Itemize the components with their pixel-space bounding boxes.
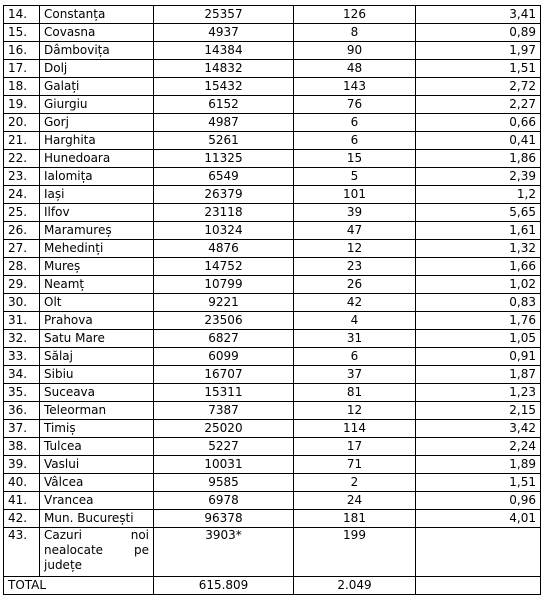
table-row-total bbox=[4, 577, 541, 595]
table-row bbox=[4, 240, 541, 258]
cases-cell: 96378 bbox=[154, 510, 294, 528]
county-name-cell: Olt bbox=[40, 294, 154, 312]
rate-cell: 3,41 bbox=[416, 6, 541, 24]
table-row bbox=[4, 312, 541, 330]
cases-cell: 6978 bbox=[154, 492, 294, 510]
rate-cell: 1,87 bbox=[416, 366, 541, 384]
new-cases-cell: 76 bbox=[294, 96, 416, 114]
cases-cell: 23506 bbox=[154, 312, 294, 330]
cases-cell: 23118 bbox=[154, 204, 294, 222]
rate-cell: 2,24 bbox=[416, 438, 541, 456]
county-name-cell: Iași bbox=[40, 186, 154, 204]
new-cases-cell: 143 bbox=[294, 78, 416, 96]
rate-cell: 0,66 bbox=[416, 114, 541, 132]
row-number: 14. bbox=[4, 6, 40, 24]
unallocated-label-word: noi bbox=[130, 528, 149, 542]
rate-cell: 1,02 bbox=[416, 276, 541, 294]
new-cases-cell: 90 bbox=[294, 42, 416, 60]
county-name-cell: Mureș bbox=[40, 258, 154, 276]
row-number: 29. bbox=[4, 276, 40, 294]
row-number: 32. bbox=[4, 330, 40, 348]
table-row bbox=[4, 6, 541, 24]
row-number: 37. bbox=[4, 420, 40, 438]
row-number: 41. bbox=[4, 492, 40, 510]
cases-cell: 15311 bbox=[154, 384, 294, 402]
rate-cell: 2,15 bbox=[416, 402, 541, 420]
rate-cell: 0,96 bbox=[416, 492, 541, 510]
cases-cell: 9221 bbox=[154, 294, 294, 312]
table-row bbox=[4, 78, 541, 96]
new-cases-cell: 6 bbox=[294, 114, 416, 132]
row-number: 43. bbox=[4, 528, 40, 577]
rate-cell: 1,51 bbox=[416, 60, 541, 78]
table-row bbox=[4, 186, 541, 204]
new-cases-cell: 48 bbox=[294, 60, 416, 78]
cases-cell: 3903* bbox=[154, 528, 294, 577]
cases-cell: 16707 bbox=[154, 366, 294, 384]
total-label: TOTAL bbox=[4, 577, 154, 595]
county-name-cell: Constanța bbox=[40, 6, 154, 24]
new-cases-cell: 2 bbox=[294, 474, 416, 492]
new-cases-cell: 37 bbox=[294, 366, 416, 384]
cases-cell: 10031 bbox=[154, 456, 294, 474]
new-cases-cell: 47 bbox=[294, 222, 416, 240]
rate-cell: 1,76 bbox=[416, 312, 541, 330]
county-name-cell: Galați bbox=[40, 78, 154, 96]
county-name-cell: Gorj bbox=[40, 114, 154, 132]
cases-cell: 9585 bbox=[154, 474, 294, 492]
new-cases-cell: 15 bbox=[294, 150, 416, 168]
row-number: 27. bbox=[4, 240, 40, 258]
row-number: 38. bbox=[4, 438, 40, 456]
row-number: 31. bbox=[4, 312, 40, 330]
new-cases-cell: 6 bbox=[294, 132, 416, 150]
unallocated-label-word: nealocate bbox=[44, 543, 104, 557]
new-cases-cell: 12 bbox=[294, 240, 416, 258]
rate-cell: 1,61 bbox=[416, 222, 541, 240]
county-name-cell: Mehedinți bbox=[40, 240, 154, 258]
county-name-cell: Tulcea bbox=[40, 438, 154, 456]
new-cases-cell: 42 bbox=[294, 294, 416, 312]
new-cases-cell: 39 bbox=[294, 204, 416, 222]
table-row bbox=[4, 96, 541, 114]
cases-cell: 26379 bbox=[154, 186, 294, 204]
table-row bbox=[4, 474, 541, 492]
rate-cell: 1,2 bbox=[416, 186, 541, 204]
rate-cell: 1,05 bbox=[416, 330, 541, 348]
new-cases-cell: 4 bbox=[294, 312, 416, 330]
table-row bbox=[4, 24, 541, 42]
county-name-cell: Maramureș bbox=[40, 222, 154, 240]
new-cases-cell: 101 bbox=[294, 186, 416, 204]
rate-cell: 1,66 bbox=[416, 258, 541, 276]
table-row bbox=[4, 348, 541, 366]
unallocated-label-word: județe bbox=[44, 558, 83, 572]
table-row bbox=[4, 168, 541, 186]
county-name-cell: Dâmbovița bbox=[40, 42, 154, 60]
row-number: 25. bbox=[4, 204, 40, 222]
rate-cell: 1,97 bbox=[416, 42, 541, 60]
rate-cell: 0,91 bbox=[416, 348, 541, 366]
row-number: 22. bbox=[4, 150, 40, 168]
table-row bbox=[4, 384, 541, 402]
rate-cell bbox=[416, 528, 541, 577]
rate-cell: 0,89 bbox=[416, 24, 541, 42]
new-cases-cell: 5 bbox=[294, 168, 416, 186]
unallocated-label-word: pe bbox=[134, 543, 149, 557]
table-row bbox=[4, 294, 541, 312]
cases-cell: 25357 bbox=[154, 6, 294, 24]
table-row bbox=[4, 222, 541, 240]
cases-cell: 15432 bbox=[154, 78, 294, 96]
county-name-cell: Vrancea bbox=[40, 492, 154, 510]
rate-cell: 1,86 bbox=[416, 150, 541, 168]
cases-cell: 4876 bbox=[154, 240, 294, 258]
cases-cell: 10324 bbox=[154, 222, 294, 240]
table-row bbox=[4, 402, 541, 420]
table-row bbox=[4, 114, 541, 132]
cases-cell: 6099 bbox=[154, 348, 294, 366]
cases-cell: 25020 bbox=[154, 420, 294, 438]
cases-cell: 14384 bbox=[154, 42, 294, 60]
row-number: 24. bbox=[4, 186, 40, 204]
total-rate-cell bbox=[416, 577, 541, 595]
table-row bbox=[4, 366, 541, 384]
unallocated-label bbox=[40, 528, 154, 577]
row-number: 35. bbox=[4, 384, 40, 402]
table-row bbox=[4, 132, 541, 150]
new-cases-cell: 181 bbox=[294, 510, 416, 528]
county-name-cell: Neamț bbox=[40, 276, 154, 294]
cases-cell: 6152 bbox=[154, 96, 294, 114]
county-name-cell: Satu Mare bbox=[40, 330, 154, 348]
row-number: 39. bbox=[4, 456, 40, 474]
row-number: 20. bbox=[4, 114, 40, 132]
unallocated-label-word: Cazuri bbox=[44, 528, 82, 542]
county-cases-table bbox=[3, 5, 541, 595]
rate-cell: 0,41 bbox=[416, 132, 541, 150]
county-name-cell: Giurgiu bbox=[40, 96, 154, 114]
rate-cell: 2,27 bbox=[416, 96, 541, 114]
rate-cell: 1,51 bbox=[416, 474, 541, 492]
table-body bbox=[4, 6, 541, 528]
cases-cell: 5261 bbox=[154, 132, 294, 150]
county-name-cell: Suceava bbox=[40, 384, 154, 402]
county-name-cell: Ialomița bbox=[40, 168, 154, 186]
rate-cell: 1,89 bbox=[416, 456, 541, 474]
table-row bbox=[4, 492, 541, 510]
row-number: 33. bbox=[4, 348, 40, 366]
cases-cell: 4937 bbox=[154, 24, 294, 42]
row-number: 28. bbox=[4, 258, 40, 276]
rate-cell: 1,23 bbox=[416, 384, 541, 402]
new-cases-cell: 12 bbox=[294, 402, 416, 420]
county-name-cell: Mun. București bbox=[40, 510, 154, 528]
new-cases-cell: 23 bbox=[294, 258, 416, 276]
cases-cell: 10799 bbox=[154, 276, 294, 294]
rate-cell: 1,32 bbox=[416, 240, 541, 258]
total-cases-cell: 615.809 bbox=[154, 577, 294, 595]
new-cases-cell: 8 bbox=[294, 24, 416, 42]
rate-cell: 4,01 bbox=[416, 510, 541, 528]
county-name-cell: Prahova bbox=[40, 312, 154, 330]
rate-cell: 2,39 bbox=[416, 168, 541, 186]
county-name-cell: Sibiu bbox=[40, 366, 154, 384]
new-cases-cell: 81 bbox=[294, 384, 416, 402]
table-row-unallocated bbox=[4, 528, 541, 577]
new-cases-cell: 114 bbox=[294, 420, 416, 438]
table-row bbox=[4, 438, 541, 456]
row-number: 21. bbox=[4, 132, 40, 150]
row-number: 26. bbox=[4, 222, 40, 240]
cases-cell: 5227 bbox=[154, 438, 294, 456]
county-name-cell: Sălaj bbox=[40, 348, 154, 366]
new-cases-cell: 31 bbox=[294, 330, 416, 348]
rate-cell: 5,65 bbox=[416, 204, 541, 222]
rate-cell: 0,83 bbox=[416, 294, 541, 312]
row-number: 17. bbox=[4, 60, 40, 78]
new-cases-cell: 26 bbox=[294, 276, 416, 294]
cases-cell: 14832 bbox=[154, 60, 294, 78]
cases-cell: 11325 bbox=[154, 150, 294, 168]
county-name-cell: Ilfov bbox=[40, 204, 154, 222]
row-number: 15. bbox=[4, 24, 40, 42]
cases-cell: 6827 bbox=[154, 330, 294, 348]
cases-cell: 7387 bbox=[154, 402, 294, 420]
new-cases-cell: 24 bbox=[294, 492, 416, 510]
row-number: 36. bbox=[4, 402, 40, 420]
cases-cell: 4987 bbox=[154, 114, 294, 132]
rate-cell: 3,42 bbox=[416, 420, 541, 438]
county-name-cell: Vaslui bbox=[40, 456, 154, 474]
county-name-cell: Hunedoara bbox=[40, 150, 154, 168]
total-new-cases-cell: 2.049 bbox=[294, 577, 416, 595]
row-number: 16. bbox=[4, 42, 40, 60]
row-number: 42. bbox=[4, 510, 40, 528]
new-cases-cell: 6 bbox=[294, 348, 416, 366]
new-cases-cell: 71 bbox=[294, 456, 416, 474]
county-name-cell: Vâlcea bbox=[40, 474, 154, 492]
row-number: 18. bbox=[4, 78, 40, 96]
new-cases-cell: 126 bbox=[294, 6, 416, 24]
table-row bbox=[4, 42, 541, 60]
table-row bbox=[4, 456, 541, 474]
table-row bbox=[4, 204, 541, 222]
county-name-cell: Dolj bbox=[40, 60, 154, 78]
new-cases-cell: 17 bbox=[294, 438, 416, 456]
new-cases-cell: 199 bbox=[294, 528, 416, 577]
table-row bbox=[4, 510, 541, 528]
county-name-cell: Covasna bbox=[40, 24, 154, 42]
row-number: 34. bbox=[4, 366, 40, 384]
county-name-cell: Timiș bbox=[40, 420, 154, 438]
cases-cell: 6549 bbox=[154, 168, 294, 186]
table-row bbox=[4, 330, 541, 348]
table-row bbox=[4, 60, 541, 78]
cases-cell: 14752 bbox=[154, 258, 294, 276]
row-number: 19. bbox=[4, 96, 40, 114]
table-row bbox=[4, 276, 541, 294]
row-number: 23. bbox=[4, 168, 40, 186]
county-name-cell: Harghita bbox=[40, 132, 154, 150]
rate-cell: 2,72 bbox=[416, 78, 541, 96]
table-row bbox=[4, 420, 541, 438]
row-number: 40. bbox=[4, 474, 40, 492]
table-row bbox=[4, 258, 541, 276]
table-row bbox=[4, 150, 541, 168]
row-number: 30. bbox=[4, 294, 40, 312]
county-name-cell: Teleorman bbox=[40, 402, 154, 420]
